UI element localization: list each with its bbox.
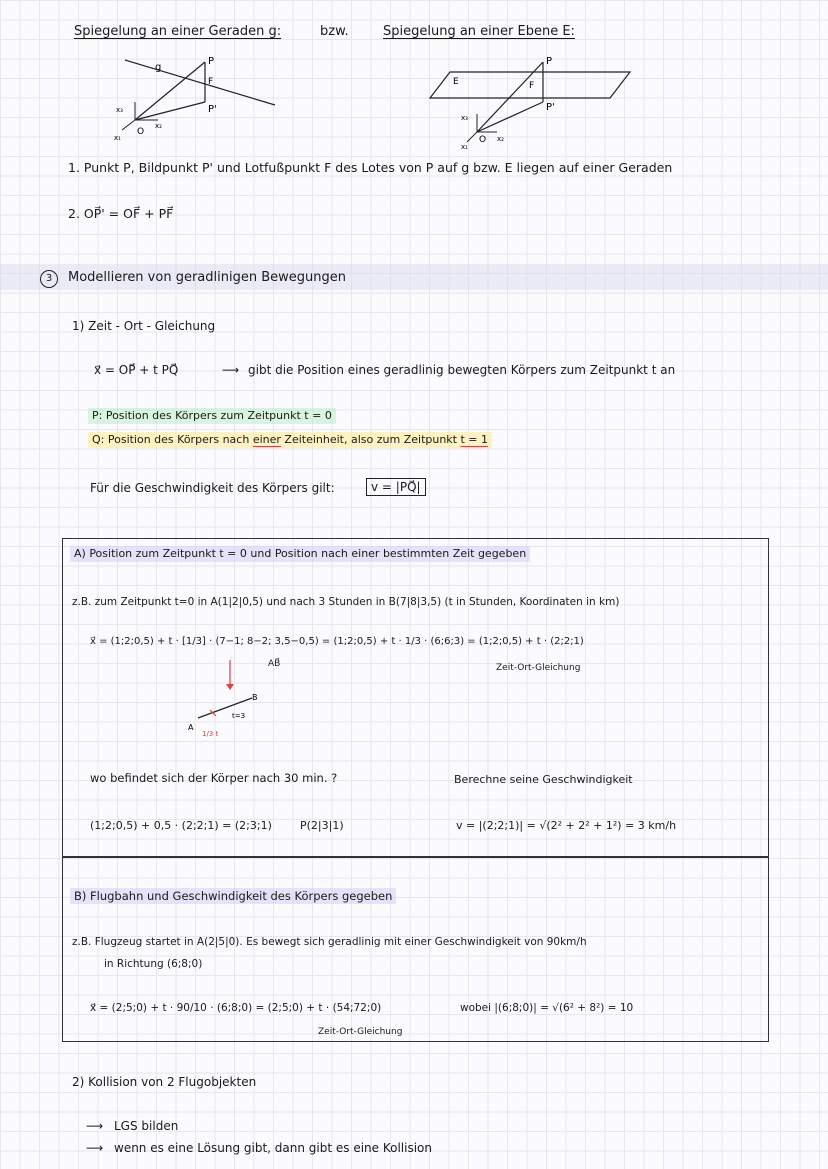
header-right-title: Spiegelung an einer Ebene E: [383,24,575,39]
label-x2: x₂ [155,122,162,130]
p-definition: P: Position des Körpers zum Zeitpunkt t = 0 [88,408,336,424]
sub2-item-1: LGS bilden [114,1119,179,1133]
label-O: O [137,127,145,137]
red-arrow-head [226,684,234,690]
ab-sketch [180,660,280,740]
axis-x1 [122,120,135,130]
zog-formula: x⃗ = OP⃗ + t PQ⃗ [94,363,179,377]
box-b-norm: wobei |(6;8;0)| = √(6² + 8²) = 10 [460,1002,634,1014]
section-number: 3 [40,270,58,288]
answer-point: P(2|3|1) [300,819,344,832]
rule-1: 1. Punkt P, Bildpunkt P' und Lotfußpunkt F des Lotes von P auf g bzw. E liegen auf einer Geraden [68,160,673,175]
section-title: Modellieren von geradlinigen Bewegungen [68,270,346,285]
vector-OP1 [477,102,543,132]
question-speed: Berechne seine Geschwindigkeit [454,773,633,786]
header-left-title: Spiegelung an einer Geraden g: [74,24,282,39]
label-O: O [479,135,487,145]
label-P1: P' [208,104,217,115]
label-x2: x₂ [497,135,504,143]
box-a-frame [62,538,769,858]
box-b-example-2: in Richtung (6;8;0) [104,958,203,970]
answer-speed: v = |(2;2;1)| = √(2² + 2² + 1²) = 3 km/h [456,819,677,832]
label-P: P [208,56,215,67]
label-x1: x₁ [461,143,468,150]
sub2-item-2: wenn es eine Lösung gibt, dann gibt es eine Kollision [114,1141,433,1155]
plane-reflection-diagram [425,50,640,150]
speed-formula: v = |PQ⃗| [366,478,426,496]
sketch-A: A [188,723,194,732]
sketch-B: B [252,693,258,702]
label-P1: P' [546,102,555,113]
header-connector: bzw. [320,24,349,39]
zog-description: gibt die Position eines geradlinig bewegten Körpers zum Zeitpunkt t an [248,363,676,377]
box-b-title: B) Flugbahn und Geschwindigkeit des Körpers gegeben [70,888,396,904]
label-x3: x₃ [461,114,468,122]
sub1-title: 1) Zeit - Ort - Gleichung [72,319,216,333]
label-F: F [529,81,535,91]
question-where: wo befindet sich der Körper nach 30 min. ? [90,771,338,785]
speed-text: Für die Geschwindigkeit des Körpers gilt: [90,481,335,495]
box-a-equation: x⃗ = (1;2;0,5) + t · [1/3] · (7−1; 8−2; 3,5−0,5) = (1;2;0,5) + t · 1/3 · (6;6;3) = (1;2;0,5) + t · (2;2;1) [90,636,584,647]
ab-label: AB⃗ [268,659,281,669]
sub2-title: 2) Kollision von 2 Flugobjekten [72,1075,257,1089]
label-P: P [546,56,553,67]
axis-x1 [467,132,477,142]
box-a-example: z.B. zum Zeitpunkt t=0 in A(1|2|0,5) und nach 3 Stunden in B(7|8|3,5) (t in Stunden, Koordinaten in km) [72,596,620,608]
box-b-example-1: z.B. Flugzeug startet in A(2|5|0). Es bewegt sich geradlinig mit einer Geschwindigkeit von 90km/h [72,936,587,948]
label-x1: x₁ [114,134,121,142]
box-a-title: A) Position zum Zeitpunkt t = 0 und Position nach einer bestimmten Zeit gegeben [70,546,530,562]
zog-label-b: Zeit-Ort-Gleichung [318,1027,403,1037]
line-reflection-diagram [100,50,300,145]
zog-label-a: Zeit-Ort-Gleichung [496,663,581,673]
sketch-third: 1/3 t [202,730,219,738]
answer-where: (1;2;0,5) + 0,5 · (2;2;1) = (2;3;1) [90,819,272,832]
label-x3: x₃ [116,106,123,114]
rule-2: 2. OP⃗' = OF⃗ + PF⃗ [68,206,174,221]
label-E: E [453,77,459,87]
arrow-1: ⟶ [86,1119,104,1133]
q-definition: Q: Position des Körpers nach einer Zeiteinheit, also zum Zeitpunkt t = 1 [88,432,492,448]
zog-arrow: ⟶ [222,363,240,377]
sketch-t3: t=3 [232,712,246,720]
label-F: F [208,77,214,87]
label-g: g [155,62,162,73]
arrow-2: ⟶ [86,1141,104,1155]
box-b-equation: x⃗ = (2;5;0) + t · 90/10 · (6;8;0) = (2;5;0) + t · (54;72;0) [90,1002,382,1014]
